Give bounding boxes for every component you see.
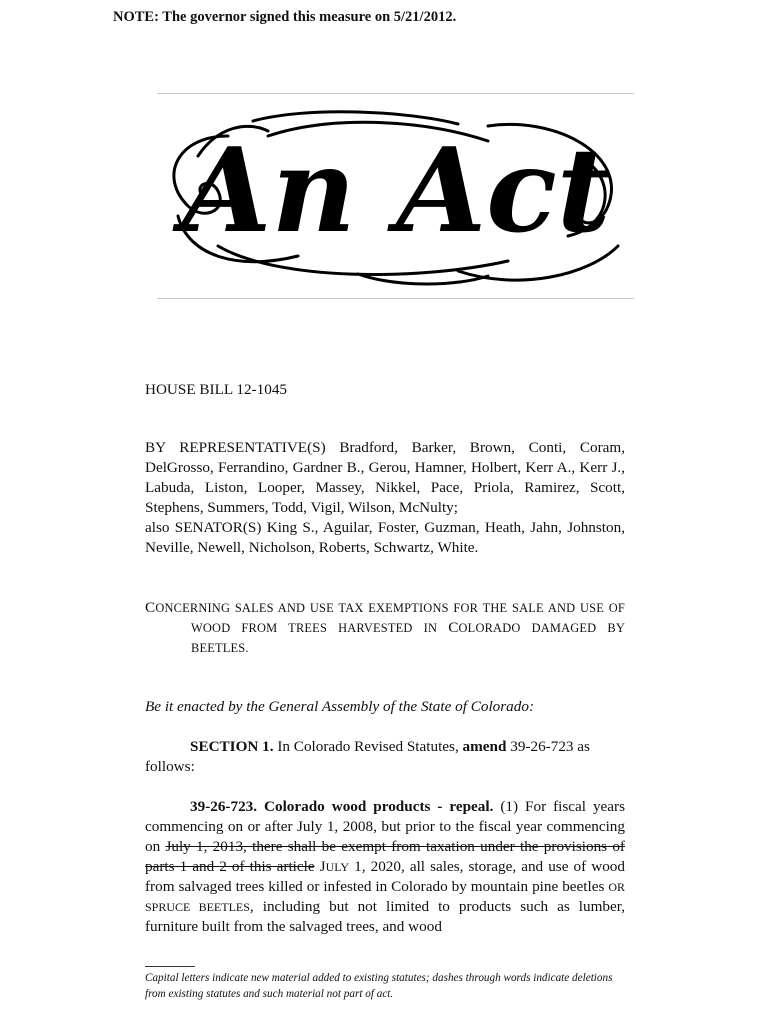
top-rule: [157, 93, 634, 94]
bill-number: HOUSE BILL 12-1045: [145, 381, 288, 398]
bill-title-line-1: CONCERNING SALES AND USE TAX EXEMPTIONS FOR THE SALE AND USE OF: [145, 599, 625, 616]
senators-list: also SENATOR(S) King S., Aguilar, Foster, Guzman, Heath, Jahn, Johnston, Neville, Newell, Nicholson, Roberts, Schwartz, White.: [145, 519, 625, 556]
an-act-logo: [158, 96, 634, 296]
footnote: Capital letters indicate new material added to existing statutes; dashes through words indicate deletions from existing statutes and such material not part of act.: [145, 972, 613, 1000]
deleted-text: July 1, 2013, there shall be exempt from taxation under the provisions of parts 1 and 2 of this article: [145, 838, 625, 875]
statute-heading: 39-26-723. Colorado wood products - repeal.: [190, 798, 494, 815]
enacting-clause: Be it enacted by the General Assembly of the State of Colorado:: [145, 698, 535, 715]
bottom-rule: [157, 298, 634, 299]
statute-section: 39-26-723. Colorado wood products - repeal. (1) For fiscal years commencing on or after July 1, 2008, but prior to the fiscal year commencing on July 1, 2013, there shall be exempt from taxation under the provisions of parts 1 and 2 of this article JULY 1, 2020, all sales, storage, and use of wood from salvaged trees killed or infested in Colorado by mountain pine beetles OR SPRUCE BEETLES, including but not limited to products such as lumber, furniture built from the salvaged trees, and wood: [145, 798, 625, 935]
representatives-list: BY REPRESENTATIVE(S) Bradford, Barker, Brown, Conti, Coram, DelGrosso, Ferrandino, Gardner B., Gerou, Hamner, Holbert, Kerr A., Kerr J., Labuda, Liston, Looper, Massey, Nikkel, Pace, Priola, Ramirez, Scott, Stephens, Summers, Todd, Vigil, Wilson, McNulty;: [145, 439, 625, 516]
added-text: OR SPRUCE BEETLES: [145, 880, 625, 914]
bill-title-line-3: BEETLES.: [191, 641, 249, 655]
an-act-title: An Act: [181, 123, 611, 259]
section-1-label: SECTION 1.: [190, 738, 274, 755]
section-1: SECTION 1. In Colorado Revised Statutes, amend 39-26-723 as follows:: [145, 738, 590, 775]
sponsors: [145, 438, 625, 558]
bill-title: [145, 598, 625, 658]
governor-note: NOTE: The governor signed this measure on 5/21/2012.: [113, 9, 457, 25]
bill-title-line-2: WOOD FROM TREES HARVESTED IN COLORADO DAMAGED BY: [191, 619, 625, 636]
footnote-divider: [145, 966, 195, 967]
an-act-logo-graphic: [158, 96, 634, 296]
amend-keyword: amend: [462, 738, 507, 755]
